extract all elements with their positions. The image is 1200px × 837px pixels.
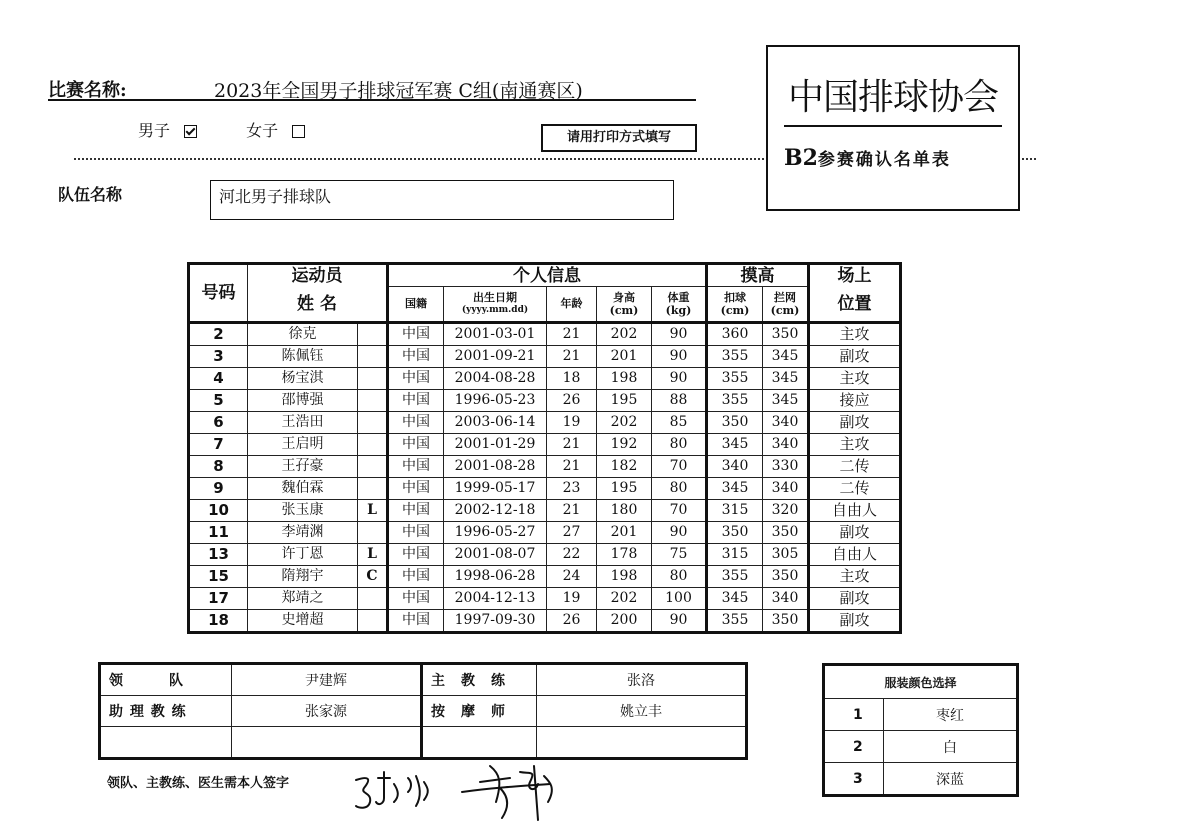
gender-row <box>138 118 349 141</box>
player-name: 史增超 <box>248 609 358 632</box>
player-birth-date: 1996-05-23 <box>444 389 547 411</box>
form-code: B2 <box>784 145 818 171</box>
player-nationality: 中国 <box>388 521 444 543</box>
association-name: 中国排球协会 <box>787 77 998 118</box>
player-weight: 90 <box>652 521 707 543</box>
staff-empty-1 <box>100 727 232 759</box>
player-age: 27 <box>547 521 597 543</box>
player-nationality: 中国 <box>388 587 444 609</box>
header-position-1: 场上 <box>809 264 901 287</box>
header-height-label: 身高 <box>613 290 635 304</box>
player-spike-reach: 360 <box>707 322 763 345</box>
player-position: 二传 <box>809 455 901 477</box>
player-mark: L <box>358 543 388 565</box>
association-rule <box>784 125 1002 127</box>
table-row <box>189 455 901 477</box>
player-block-reach: 350 <box>763 322 809 345</box>
header-number: 号码 <box>189 264 248 323</box>
player-mark <box>358 322 388 345</box>
player-spike-reach: 340 <box>707 455 763 477</box>
header-athlete-1: 运动员 <box>248 264 388 287</box>
player-birth-date: 1998-06-28 <box>444 565 547 587</box>
player-spike-reach: 355 <box>707 389 763 411</box>
player-spike-reach: 345 <box>707 477 763 499</box>
header-block-unit: (cm) <box>770 303 800 317</box>
player-number: 15 <box>189 565 248 587</box>
table-row <box>189 609 901 632</box>
player-age: 21 <box>547 455 597 477</box>
player-weight: 90 <box>652 322 707 345</box>
player-spike-reach: 355 <box>707 367 763 389</box>
header-block-label: 拦网 <box>774 290 796 304</box>
header-age: 年龄 <box>547 287 597 323</box>
player-nationality: 中国 <box>388 477 444 499</box>
player-nationality: 中国 <box>388 609 444 632</box>
player-mark <box>358 587 388 609</box>
player-name: 陈佩钰 <box>248 345 358 367</box>
player-nationality: 中国 <box>388 499 444 521</box>
player-block-reach: 345 <box>763 345 809 367</box>
player-birth-date: 2001-08-28 <box>444 455 547 477</box>
header-spike-unit: (cm) <box>720 303 750 317</box>
player-age: 23 <box>547 477 597 499</box>
player-height: 202 <box>597 322 652 345</box>
player-block-reach: 350 <box>763 609 809 632</box>
player-mark <box>358 609 388 632</box>
handwritten-signature <box>350 762 590 822</box>
table-row <box>189 433 901 455</box>
player-nationality: 中国 <box>388 433 444 455</box>
player-mark <box>358 433 388 455</box>
player-nationality: 中国 <box>388 411 444 433</box>
player-age: 19 <box>547 411 597 433</box>
player-block-reach: 340 <box>763 433 809 455</box>
player-number: 7 <box>189 433 248 455</box>
player-spike-reach: 350 <box>707 411 763 433</box>
player-weight: 70 <box>652 455 707 477</box>
player-age: 24 <box>547 565 597 587</box>
team-name-field[interactable]: 河北男子排球队 <box>210 180 674 220</box>
player-height: 178 <box>597 543 652 565</box>
player-birth-date: 2001-09-21 <box>444 345 547 367</box>
staff-empty-2[interactable] <box>232 727 422 759</box>
player-name: 郑靖之 <box>248 587 358 609</box>
player-name: 邵博强 <box>248 389 358 411</box>
player-name: 张玉康 <box>248 499 358 521</box>
uniform-body <box>824 699 1018 796</box>
player-mark <box>358 367 388 389</box>
player-block-reach: 350 <box>763 565 809 587</box>
player-age: 21 <box>547 345 597 367</box>
player-height: 198 <box>597 367 652 389</box>
player-number: 4 <box>189 367 248 389</box>
header-spike-label: 扣球 <box>724 290 746 304</box>
header-birth-label: 出生日期 <box>473 290 517 304</box>
player-mark <box>358 477 388 499</box>
form-title <box>784 145 951 171</box>
player-birth-date: 2001-01-29 <box>444 433 547 455</box>
header-spike <box>707 287 763 323</box>
player-birth-date: 2002-12-18 <box>444 499 547 521</box>
header-height <box>597 287 652 323</box>
player-age: 22 <box>547 543 597 565</box>
player-weight: 80 <box>652 565 707 587</box>
player-position: 副攻 <box>809 609 901 632</box>
gender-female <box>246 121 305 140</box>
gender-male <box>138 121 202 140</box>
player-block-reach: 330 <box>763 455 809 477</box>
player-position: 主攻 <box>809 367 901 389</box>
player-height: 202 <box>597 587 652 609</box>
player-birth-date: 2001-03-01 <box>444 322 547 345</box>
table-row <box>189 521 901 543</box>
player-block-reach: 320 <box>763 499 809 521</box>
player-height: 195 <box>597 477 652 499</box>
player-height: 192 <box>597 433 652 455</box>
uniform-index: 3 <box>824 763 884 796</box>
header-birth <box>444 287 547 323</box>
player-nationality: 中国 <box>388 455 444 477</box>
player-height: 202 <box>597 411 652 433</box>
player-weight: 70 <box>652 499 707 521</box>
player-number: 17 <box>189 587 248 609</box>
player-number: 2 <box>189 322 248 345</box>
uniform-index: 1 <box>824 699 884 731</box>
player-block-reach: 345 <box>763 389 809 411</box>
player-mark: C <box>358 565 388 587</box>
player-number: 3 <box>189 345 248 367</box>
gender-female-label: 女子 <box>246 121 279 140</box>
head-coach-name[interactable]: 张洛 <box>537 664 747 696</box>
player-age: 21 <box>547 499 597 521</box>
player-mark <box>358 521 388 543</box>
table-row <box>189 389 901 411</box>
player-spike-reach: 350 <box>707 521 763 543</box>
player-nationality: 中国 <box>388 565 444 587</box>
player-birth-date: 1996-05-27 <box>444 521 547 543</box>
uniform-color[interactable]: 白 <box>884 731 1018 763</box>
player-number: 6 <box>189 411 248 433</box>
player-name: 王启明 <box>248 433 358 455</box>
player-birth-date: 2001-08-07 <box>444 543 547 565</box>
player-mark <box>358 389 388 411</box>
header-nationality: 国籍 <box>388 287 444 323</box>
header-birth-format: (yyyy.mm.dd) <box>461 304 529 315</box>
player-age: 18 <box>547 367 597 389</box>
header-weight <box>652 287 707 323</box>
player-weight: 90 <box>652 367 707 389</box>
player-spike-reach: 315 <box>707 543 763 565</box>
player-weight: 90 <box>652 345 707 367</box>
player-name: 杨宝淇 <box>248 367 358 389</box>
player-spike-reach: 355 <box>707 609 763 632</box>
team-label: 队伍名称 <box>58 185 123 204</box>
table-row <box>189 367 901 389</box>
player-birth-date: 2003-06-14 <box>444 411 547 433</box>
player-position: 自由人 <box>809 543 901 565</box>
uniform-color[interactable]: 深蓝 <box>884 763 1018 796</box>
assistant-coach-label: 助 理 教 练 <box>100 696 232 727</box>
player-position: 副攻 <box>809 345 901 367</box>
header-weight-label: 体重 <box>667 290 690 304</box>
player-nationality: 中国 <box>388 389 444 411</box>
match-label: 比赛名称: <box>48 80 127 101</box>
player-spike-reach: 315 <box>707 499 763 521</box>
player-nationality: 中国 <box>388 543 444 565</box>
player-birth-date: 1999-05-17 <box>444 477 547 499</box>
player-spike-reach: 345 <box>707 587 763 609</box>
player-mark: L <box>358 499 388 521</box>
player-name: 王浩田 <box>248 411 358 433</box>
player-age: 26 <box>547 389 597 411</box>
player-spike-reach: 355 <box>707 345 763 367</box>
table-row <box>189 477 901 499</box>
player-block-reach: 305 <box>763 543 809 565</box>
player-age: 21 <box>547 433 597 455</box>
print-note: 请用打印方式填写 <box>541 124 697 152</box>
player-position: 副攻 <box>809 587 901 609</box>
player-weight: 80 <box>652 433 707 455</box>
header-height-unit: (cm) <box>609 303 639 317</box>
player-weight: 80 <box>652 477 707 499</box>
header-reach: 摸高 <box>707 264 809 287</box>
player-age: 19 <box>547 587 597 609</box>
gender-male-label: 男子 <box>138 121 171 140</box>
player-mark <box>358 455 388 477</box>
player-birth-date: 2004-08-28 <box>444 367 547 389</box>
staff-table <box>98 662 748 760</box>
player-number: 11 <box>189 521 248 543</box>
head-coach-label: 主 教 练 <box>422 664 537 696</box>
staff-empty-4[interactable] <box>537 727 747 759</box>
staff-empty-3 <box>422 727 537 759</box>
player-nationality: 中国 <box>388 345 444 367</box>
player-position: 接应 <box>809 389 901 411</box>
player-mark <box>358 411 388 433</box>
uniform-index: 2 <box>824 731 884 763</box>
player-weight: 88 <box>652 389 707 411</box>
player-number: 8 <box>189 455 248 477</box>
player-block-reach: 340 <box>763 477 809 499</box>
player-weight: 90 <box>652 609 707 632</box>
header-position-2: 位置 <box>809 287 901 323</box>
player-position: 二传 <box>809 477 901 499</box>
player-number: 9 <box>189 477 248 499</box>
uniform-color[interactable]: 枣红 <box>884 699 1018 731</box>
assistant-coach-name[interactable]: 张家源 <box>232 696 422 727</box>
player-position: 副攻 <box>809 411 901 433</box>
match-underline <box>48 99 696 101</box>
roster-table <box>187 262 902 634</box>
player-spike-reach: 345 <box>707 433 763 455</box>
player-name: 魏伯霖 <box>248 477 358 499</box>
player-height: 201 <box>597 521 652 543</box>
player-birth-date: 1997-09-30 <box>444 609 547 632</box>
uniform-row <box>824 731 1018 763</box>
form-title-text: 参赛确认名单表 <box>817 150 951 170</box>
player-name: 徐克 <box>248 322 358 345</box>
player-name: 李靖渊 <box>248 521 358 543</box>
leader-label: 领 队 <box>100 664 232 696</box>
player-weight: 100 <box>652 587 707 609</box>
player-number: 18 <box>189 609 248 632</box>
male-checkbox-icon[interactable] <box>184 125 197 138</box>
header-block <box>763 287 809 323</box>
player-position: 副攻 <box>809 521 901 543</box>
player-birth-date: 2004-12-13 <box>444 587 547 609</box>
leader-name[interactable]: 尹建辉 <box>232 664 422 696</box>
player-nationality: 中国 <box>388 367 444 389</box>
player-weight: 75 <box>652 543 707 565</box>
table-row <box>189 543 901 565</box>
uniform-title: 服装颜色选择 <box>824 665 1018 699</box>
player-height: 195 <box>597 389 652 411</box>
player-age: 21 <box>547 322 597 345</box>
player-spike-reach: 355 <box>707 565 763 587</box>
association-box <box>766 45 1020 211</box>
header-personal-info: 个人信息 <box>388 264 707 287</box>
match-name: 2023年全国男子排球冠军赛 C组(南通赛区) <box>214 80 583 102</box>
player-position: 主攻 <box>809 322 901 345</box>
masseur-name[interactable]: 姚立丰 <box>537 696 747 727</box>
table-row <box>189 587 901 609</box>
player-height: 182 <box>597 455 652 477</box>
player-number: 10 <box>189 499 248 521</box>
player-height: 201 <box>597 345 652 367</box>
player-number: 5 <box>189 389 248 411</box>
masseur-label: 按 摩 师 <box>422 696 537 727</box>
table-row <box>189 345 901 367</box>
player-height: 198 <box>597 565 652 587</box>
header-weight-unit: (kg) <box>665 303 692 317</box>
uniform-row <box>824 763 1018 796</box>
table-row <box>189 411 901 433</box>
player-nationality: 中国 <box>388 322 444 345</box>
player-position: 主攻 <box>809 433 901 455</box>
player-block-reach: 340 <box>763 411 809 433</box>
player-mark <box>358 345 388 367</box>
table-row <box>189 322 901 345</box>
signature-note: 领队、主教练、医生需本人签字 <box>107 776 290 791</box>
table-row <box>189 565 901 587</box>
uniform-row <box>824 699 1018 731</box>
player-block-reach: 345 <box>763 367 809 389</box>
female-checkbox-icon[interactable] <box>292 125 305 138</box>
player-number: 13 <box>189 543 248 565</box>
uniform-color-table <box>822 663 1019 797</box>
player-name: 隋翔宇 <box>248 565 358 587</box>
roster-body <box>189 322 901 632</box>
player-block-reach: 340 <box>763 587 809 609</box>
table-row <box>189 499 901 521</box>
player-position: 主攻 <box>809 565 901 587</box>
player-age: 26 <box>547 609 597 632</box>
player-position: 自由人 <box>809 499 901 521</box>
player-weight: 85 <box>652 411 707 433</box>
player-height: 180 <box>597 499 652 521</box>
player-block-reach: 350 <box>763 521 809 543</box>
header-athlete-2: 姓 名 <box>248 287 388 323</box>
player-name: 王孖豪 <box>248 455 358 477</box>
player-height: 200 <box>597 609 652 632</box>
player-name: 许丁恩 <box>248 543 358 565</box>
